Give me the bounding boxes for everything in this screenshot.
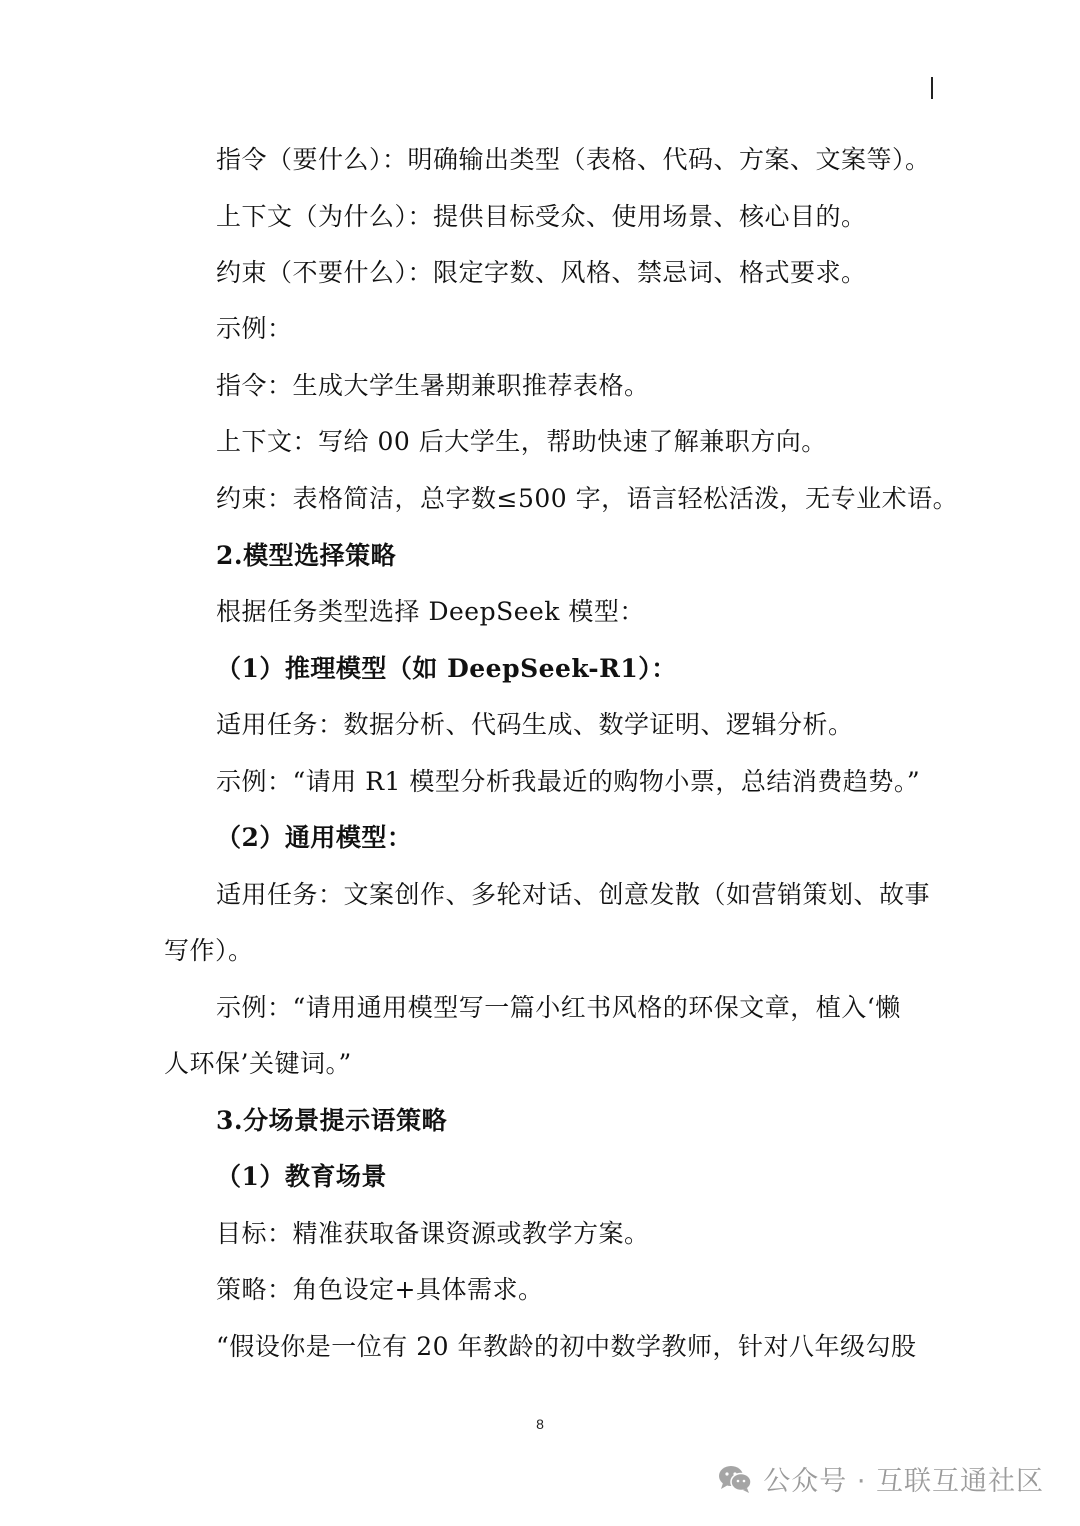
paragraph-line: 示例： [216, 314, 293, 343]
subsection-heading: （2）通用模型： [216, 823, 413, 852]
paragraph-line: 上下文（为什么）：提供目标受众、使用场景、核心目的。 [216, 202, 867, 231]
wechat-icon [717, 1464, 753, 1494]
paragraph-line: 约束（不要什么）：限定字数、风格、禁忌词、格式要求。 [216, 258, 867, 287]
paragraph-line: 根据任务类型选择 DeepSeek 模型： [216, 597, 645, 626]
watermark-text: 公众号 · 互联互通社区 [763, 1466, 1044, 1497]
paragraph-line: 指令：生成大学生暑期兼职推荐表格。 [216, 371, 650, 400]
paragraph-line: 上下文：写给 00 后大学生，帮助快速了解兼职方向。 [216, 427, 827, 456]
paragraph-line: 策略：角色设定+具体需求。 [216, 1275, 544, 1304]
paragraph-line: 适用任务：文案创作、多轮对话、创意发散（如营销策划、故事 [216, 880, 931, 909]
section-heading: 3.分场景提示语策略 [216, 1106, 448, 1135]
subsection-heading: （1）教育场景 [216, 1162, 387, 1191]
paragraph-line: 写作）。 [164, 936, 254, 965]
paragraph-line: 人环保’关键词。” [164, 1049, 352, 1078]
paragraph-line: 约束：表格简洁，总字数≤500 字，语言轻松活泼，无专业术语。 [216, 484, 959, 513]
paragraph-line: 示例：“请用通用模型写一篇小红书风格的环保文章，植入‘懒 [216, 993, 901, 1022]
paragraph-line: “假设你是一位有 20 年教龄的初中数学教师，针对八年级勾股 [216, 1332, 917, 1361]
header-rule [931, 77, 933, 99]
paragraph-line: 适用任务：数据分析、代码生成、数学证明、逻辑分析。 [216, 710, 854, 739]
paragraph-line: 指令（要什么）：明确输出类型（表格、代码、方案、文案等）。 [216, 145, 931, 174]
paragraph-line: 目标：精准获取备课资源或教学方案。 [216, 1219, 650, 1248]
page-number: 8 [536, 1416, 544, 1432]
section-heading: 2.模型选择策略 [216, 541, 397, 570]
subsection-heading: （1）推理模型（如 DeepSeek-R1）： [216, 654, 677, 683]
paragraph-line: 示例：“请用 R1 模型分析我最近的购物小票，总结消费趋势。” [216, 767, 921, 796]
watermark [717, 1459, 1044, 1498]
